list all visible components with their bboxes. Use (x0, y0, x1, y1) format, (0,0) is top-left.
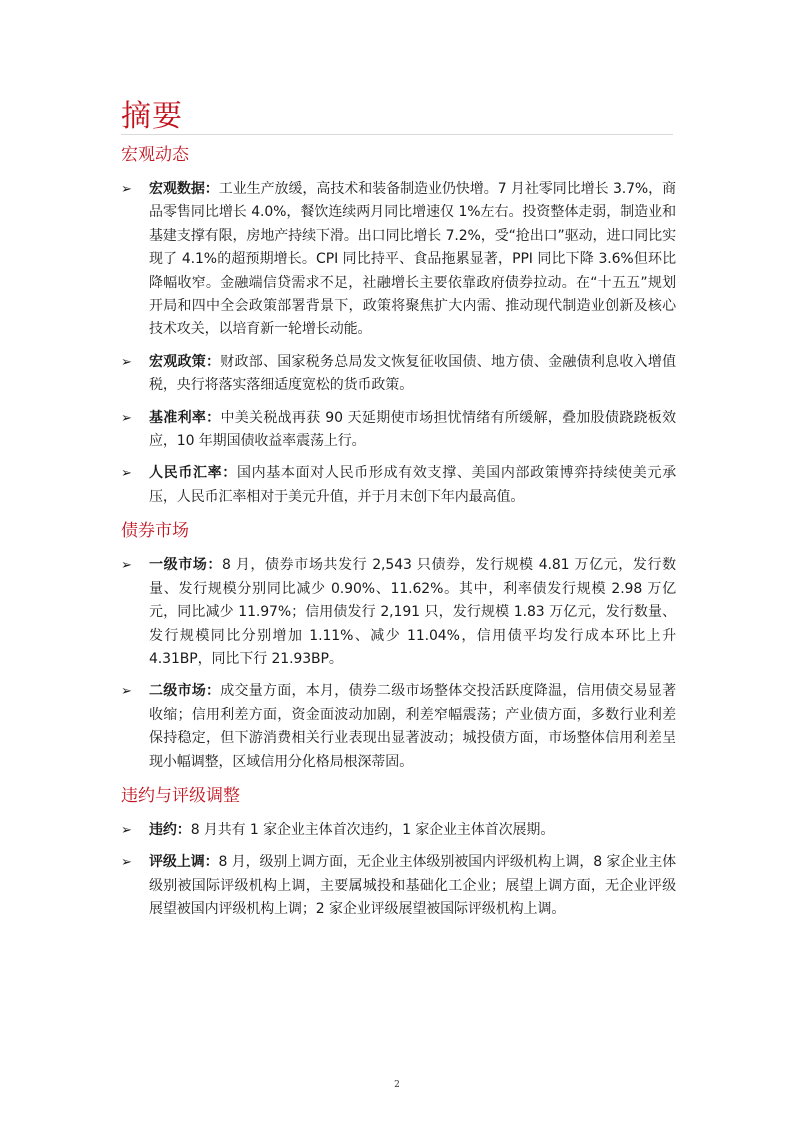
bullet-text: 成交量方面，本月，债券二级市场整体交投活跃度降温，信用债交易显著收缩；信用利差方面，资金面波动加剧，利差窄幅震荡；产业债方面，多数行业利差保持稳定，但下游消费相关行业表现出显著波动；城投债方面，市场整体信用利差呈现小幅调整，区域信用分化格局根深蒂固。 (149, 683, 676, 770)
bullet-text: 中美关税战再获 90 天延期使市场担忧情绪有所缓解，叠加股债跷跷板效应，10 年期国债收益率震荡上行。 (149, 409, 676, 450)
bullet-label: 违约： (149, 821, 191, 838)
arrow-bullet-icon: ➢ (121, 466, 132, 482)
bullet-item (121, 407, 676, 454)
title-divider (121, 134, 673, 135)
bullet-item (121, 351, 676, 398)
bullet-label: 宏观数据： (149, 181, 219, 197)
arrow-bullet-icon: ➢ (121, 558, 132, 574)
bullet-text: 8 月，债券市场共发行 2,543 只债券，发行规模 4.81 万亿元，发行数量、发行规模分别同比减少 0.90%、11.62%。其中，利率债发行规模 2.98 万亿元，同比减少 11.97%；信用债发行 2,191 只，发行规模 1.83 万亿元，发行数量、发行规模同比分别增加 1.11%、减少 11.04%，信用债平均发行成本环比上升 4.31BP，同比下行 21.93BP。 (149, 557, 676, 667)
bullet-item (121, 178, 676, 342)
page-number: 2 (394, 1080, 400, 1090)
summary-content (121, 142, 676, 931)
arrow-bullet-icon: ➢ (121, 354, 132, 370)
bullet-text: 8 月，级别上调方面，无企业主体级别被国内评级机构上调，8 家企业主体级别被国际评级机构上调，主要属城投和基础化工企业；展望上调方面，无企业评级展望被国内评级机构上调；2 家企业评级展望被国际评级机构上调。 (149, 854, 677, 918)
bullet-label: 人民币汇率： (149, 465, 237, 482)
arrow-bullet-icon: ➢ (121, 182, 132, 197)
arrow-bullet-icon: ➢ (121, 684, 132, 700)
bullet-label: 评级上调： (149, 854, 219, 871)
bullet-label: 二级市场： (149, 683, 221, 700)
section-heading: 宏观动态 (121, 145, 189, 165)
section-heading: 违约与评级调整 (121, 785, 240, 806)
bullet-text: 8 月共有 1 家企业主体首次违约，1 家企业主体首次展期。 (190, 821, 555, 838)
bullet-text: 工业生产放缓，高技术和装备制造业仍快增。7 月社零同比增长 3.7%，商品零售同比增长 4.0%，餐饮连续两月同比增速仅 1%左右。投资整体走弱，制造业和基建支撑有限，房地产持续下滑。出口同比增长 7.2%，受“抢出口”驱动，进口同比实现了 4.1%的超预期增长。CPI 同比持平、食品拖累显著，PPI 同比下降 3.6%但环比降幅收窄。金融端信贷需求不足，社融增长主要依靠政府债券拉动。在“十五五”规划开局和四中全会政策部署背景下，政策将聚焦扩大内需、推动现代制造业创新及核心技术攻关，以培育新一轮增长动能。 (149, 181, 677, 338)
section-macro (121, 142, 676, 509)
arrow-bullet-icon: ➢ (121, 822, 132, 838)
section-default-rating (121, 783, 676, 922)
arrow-bullet-icon: ➢ (121, 410, 132, 426)
bullet-item (121, 554, 676, 671)
bullet-label: 宏观政策： (149, 353, 221, 370)
bullet-item (121, 462, 676, 509)
page-title: 摘要 (121, 99, 183, 134)
arrow-bullet-icon: ➢ (121, 855, 132, 871)
bullet-text: 国内基本面对人民币形成有效支撑、美国内部政策博弈持续使美元承压，人民币汇率相对于美元升值，并于月末创下年内最高值。 (149, 465, 677, 505)
bullet-item (121, 851, 676, 921)
bullet-item (121, 680, 676, 774)
bullet-label: 基准利率： (149, 409, 221, 426)
bullet-label: 一级市场： (149, 557, 222, 574)
bullet-text: 财政部、国家税务总局发文恢复征收国债、地方债、金融债利息收入增值税，央行将落实落细适度宽松的货币政策。 (149, 353, 676, 394)
section-bond-market (121, 518, 676, 774)
section-heading: 债券市场 (121, 521, 189, 542)
bullet-item (121, 819, 676, 842)
